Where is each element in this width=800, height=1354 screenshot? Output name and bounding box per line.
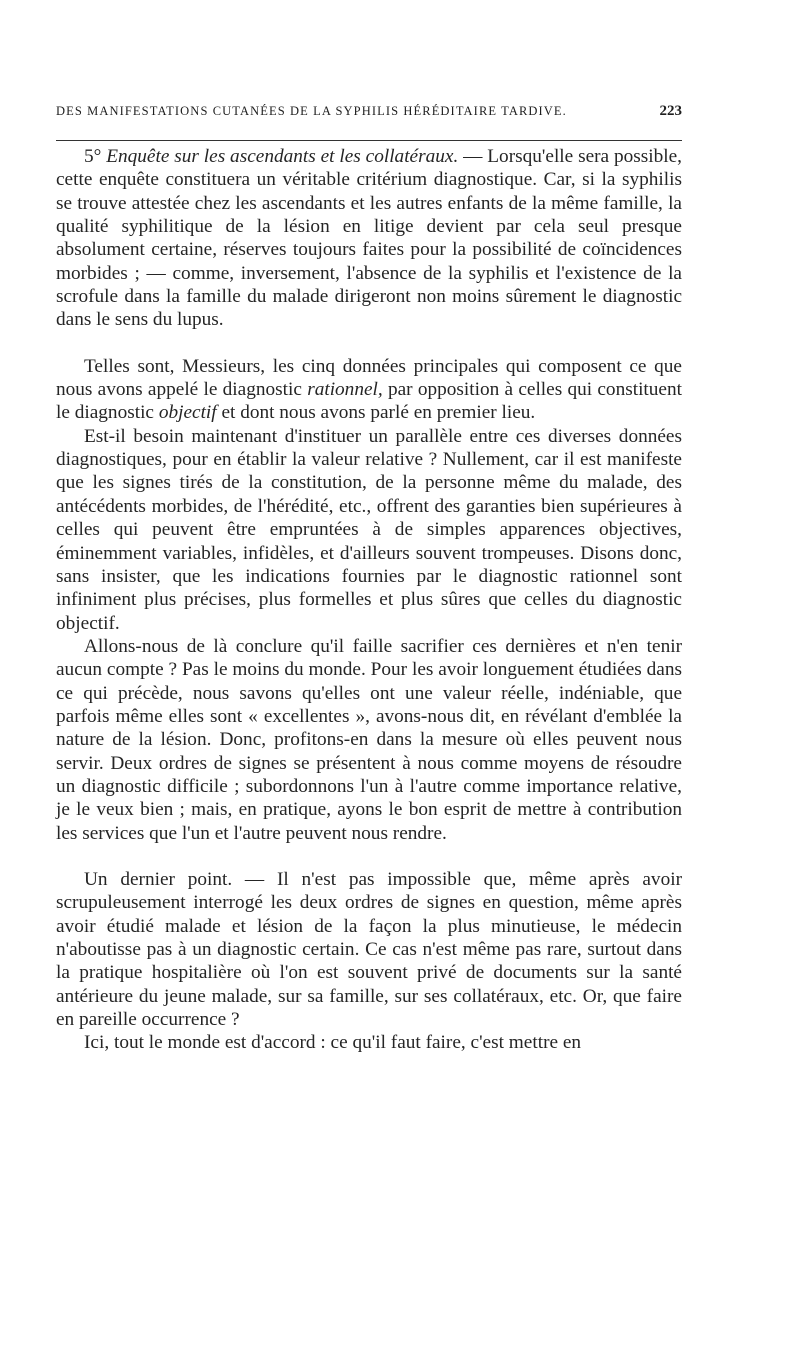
- section-5-text: — Lorsqu'elle sera possible, cette enquête constituera un véritable critérium diagnostique. Car, si la syphilis se trouve attestée chez les ascendants et les autres enfants de la même famille, la qualité syphilitique de la lésion en litige devient par cela seul presque absolument certaine, réserves toujours faites pour la possibilité de coïncidences morbides ; — comme, inversement, l'absence de la syphilis et l'existence de la scrofule dans la famille du malade dirigeront non moins sûrement le diagnostic dans le sens du lupus.: [56, 146, 682, 331]
- section-heading: Enquête sur les ascendants et les collatéraux.: [106, 146, 459, 167]
- term-objectif: objectif: [158, 402, 217, 424]
- section-number: 5°: [84, 146, 102, 167]
- paragraph-section-5: [56, 145, 682, 332]
- paragraph-2-text-middle: par opposition à celles qui constituent le diagnostic: [56, 379, 682, 424]
- paragraph-un-dernier-point: Un dernier point. — Il n'est pas impossible que, même après avoir scrupuleusement interrogé les deux ordres de signes en question, même après avoir étudié malade et lésion de la façon la plus minutieuse, le médecin n'aboutisse pas à un diagnostic certain. Ce cas n'est même pas rare, surtout dans la pratique hospitalière où l'on est souvent privé de documents sur la santé antérieure du jeune malade, sur sa famille, sur ses collatéraux, etc. Or, que faire en pareille occurrence ?: [56, 868, 682, 1031]
- paragraph-allons-nous: Allons-nous de là conclure qu'il faille sacrifier ces dernières et n'en tenir aucun compte ? Pas le moins du monde. Pour les avoir longuement étudiées dans ce qui précède, nous savons qu'elles ont une valeur réelle, indéniable, que parfois même elles sont « excellentes », avons-nous dit, en révélant d'emblée la nature de la lésion. Donc, profitons-en dans la mesure où elles peuvent nous servir. Deux ordres de signes se présentent à nous comme moyens de résoudre un diagnostic difficile ; subordonnons l'un à l'autre comme importance relative, je le veux bien ; mais, en pratique, ayons le bon esprit de mettre à contribution les services que l'un et l'autre peuvent nous rendre.: [56, 635, 682, 844]
- paragraph-est-il-besoin: Est-il besoin maintenant d'instituer un parallèle entre ces diverses données diagnostiques, pour en établir la valeur relative ? Nullement, car il est manifeste que les signes tirés de la constitution, de la personne même du malade, des antécédents morbides, de l'hérédité, etc., offrent des garanties bien supérieures à celles qui peuvent être empruntées à de simples apparences objectives, éminemment variables, infidèles, et d'ailleurs souvent trompeuses. Disons donc, sans insister, que les indications fournies par le diagnostic rationnel sont infiniment plus précises, plus formelles et plus sûres que celles du diagnostic objectif.: [56, 425, 682, 634]
- term-rationnel: rationnel,: [307, 379, 383, 401]
- paragraph-telles-sont: [56, 355, 682, 425]
- running-header: [56, 100, 682, 122]
- book-page: [56, 100, 682, 1055]
- body-text: [56, 145, 682, 1055]
- header-rule: [56, 140, 682, 141]
- running-title: DES MANIFESTATIONS CUTANÉES DE LA SYPHILIS HÉRÉDITAIRE TARDIVE.: [56, 104, 567, 118]
- paragraph-ici-tout-le-monde: Ici, tout le monde est d'accord : ce qu'il faut faire, c'est mettre en: [84, 1032, 582, 1054]
- paragraph-2-text-before: Telles sont, Messieurs, les cinq données principales qui composent ce que nous avons appelé le diagnostic: [56, 355, 682, 401]
- page-number: 223: [659, 103, 682, 119]
- paragraph-2-text-after: et dont nous avons parlé en premier lieu.: [216, 402, 536, 424]
